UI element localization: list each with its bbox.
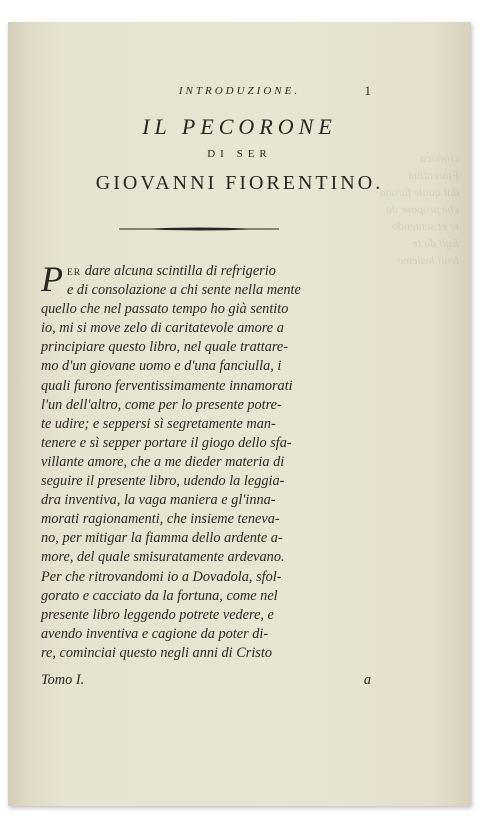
opening-smallcaps: ER (67, 268, 82, 278)
text-line: avendo inventiva e cagione da poter di- (41, 625, 269, 642)
text-line: mo d'un giovane uomo e d'una fanciulla, i (41, 358, 282, 375)
text-line: more, del quale smisuratamente ardevano. (41, 549, 285, 566)
author-name: GIOVANNI FIORENTINO. (95, 172, 384, 194)
text-line: seguire il presente libro, udendo la leggia- (41, 473, 285, 490)
text-line-content: dare alcuna scintilla di refrigerio (84, 263, 276, 279)
drop-cap: P (41, 259, 63, 299)
body-text (41, 259, 371, 663)
work-title: IL PECORONE (142, 114, 337, 139)
text-line: principiare questo libro, nel quale trattare- (41, 339, 288, 356)
title-connector: DI SER (207, 148, 272, 160)
show-through-text: cronaca Fiorentina dal quale furono che propose da re et sentendo Egli da te tenti insieme (379, 151, 459, 267)
text-line: tenere e sì sepper portare il giogo dello sfa- (41, 434, 292, 451)
text-line: l'un dell'altro, come per lo presente potre- (41, 396, 282, 413)
running-head-row (8, 85, 471, 105)
text-line: io, mi si move zelo di caritatevole amore a (41, 320, 284, 337)
book-page (8, 22, 471, 806)
text-line: quali furono ferventissimamente innamorati (41, 377, 293, 394)
text-line: presente libro leggendo potrete vedere, e (41, 606, 274, 623)
text-line: no, per mitigar la fiamma dello ardente a- (41, 530, 283, 547)
text-line (41, 262, 371, 281)
text-line: villante amore, che a me dieder materia di (41, 453, 285, 470)
text-line: re, cominciai questo negli anni di Cristo (41, 644, 272, 661)
ornamental-rule (119, 226, 279, 232)
page-footer (41, 672, 371, 689)
signature-mark: a (363, 672, 371, 688)
text-line: quello che nel passato tempo ho già sentito (41, 301, 289, 318)
text-line: Per che ritrovandomi io a Dovadola, sfol- (41, 568, 282, 585)
text-line: dra inventiva, la vaga maniera e gl'inna- (41, 492, 276, 509)
volume-label: Tomo I. (41, 672, 85, 688)
text-line: e di consolazione a chi sente nella mente (67, 282, 301, 299)
text-line: gorato e cacciato da la fortuna, come nel (41, 587, 278, 604)
page-number: 1 (364, 83, 371, 98)
text-line: morati ragionamenti, che insieme teneva- (41, 511, 280, 528)
running-head: INTRODUZIONE. (178, 85, 301, 97)
text-line: te udire; e seppersi sì segretamente man- (41, 415, 276, 432)
